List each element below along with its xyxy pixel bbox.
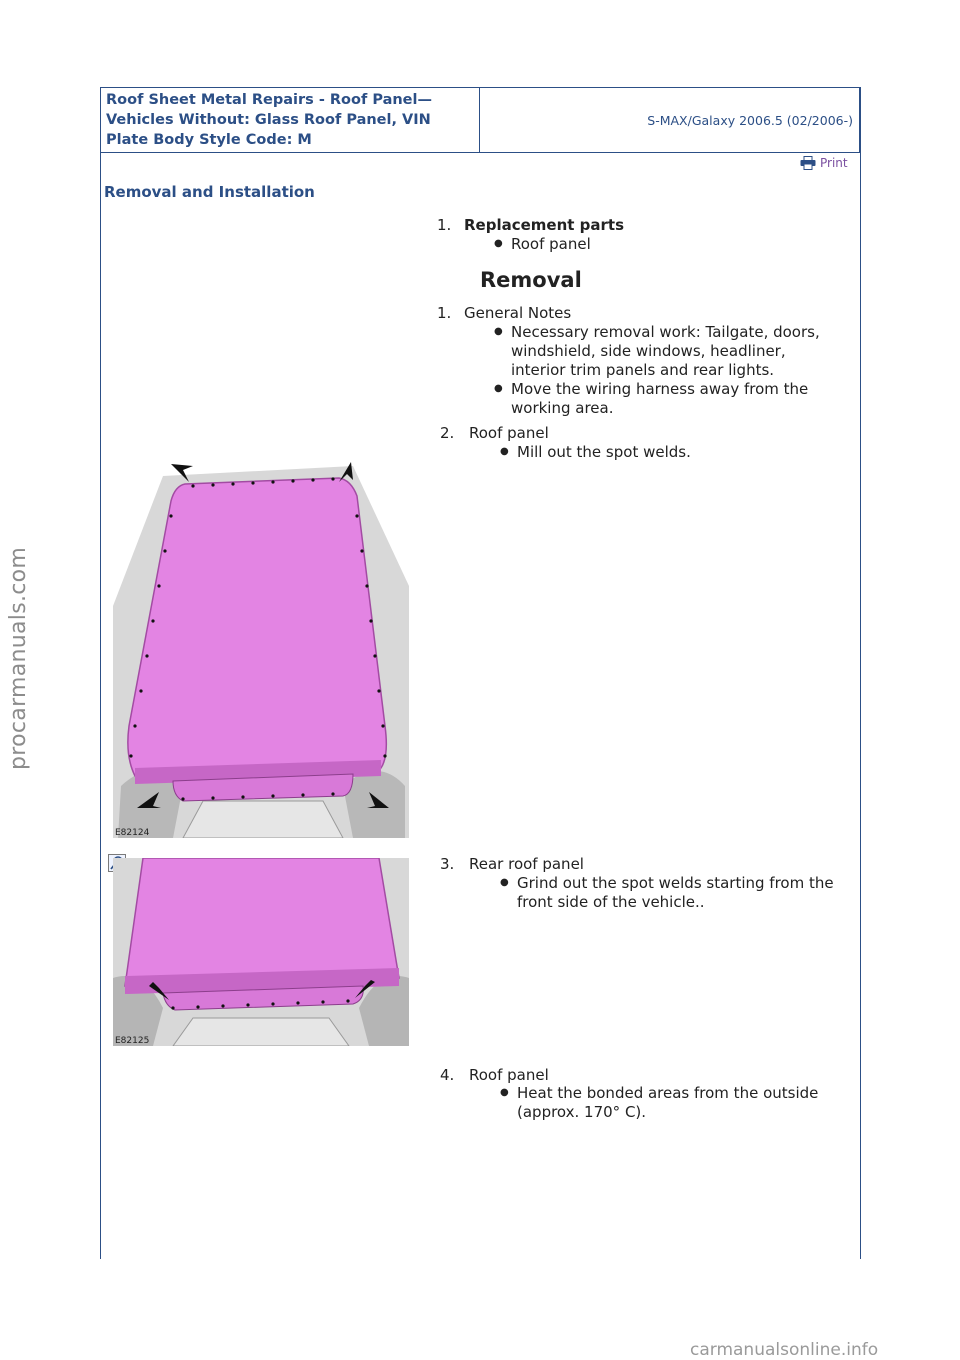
step-1-bullet-2: ● Move the wiring harness away from the: [511, 379, 808, 399]
step-1-bullet-1: ● Necessary removal work: Tailgate, doors,: [511, 322, 820, 342]
step-1-bullet-1-line-3: interior trim panels and rear lights.: [511, 361, 775, 379]
step-4-title: Roof panel: [469, 1066, 549, 1084]
step-3-number: 3.: [440, 855, 455, 873]
step-1-title: General Notes: [464, 304, 572, 322]
step-3-title: Rear roof panel: [469, 855, 584, 873]
print-label: Print: [820, 156, 848, 170]
title-line-1: Roof Sheet Metal Repairs - Roof Panel—: [106, 92, 432, 108]
step-4-number: 4.: [440, 1066, 455, 1084]
print-button[interactable]: [800, 156, 848, 170]
document-title: [101, 88, 480, 152]
step-2-bullet-1: ● Mill out the spot welds.: [517, 442, 691, 462]
replacement-item: ● Roof panel: [511, 234, 591, 254]
figure-1-label: E82124: [115, 828, 150, 838]
section-title: Removal and Installation: [104, 183, 315, 201]
step-3-bullet-1: ● Grind out the spot welds starting from the: [517, 873, 834, 893]
roof-panel-figure-1: [113, 456, 409, 838]
step-4-bullet-1: ● Heat the bonded areas from the outside: [517, 1083, 818, 1103]
step-1-bullet-2-line-2: working area.: [511, 399, 614, 417]
model-label: S-MAX/Galaxy 2006.5 (02/2006-): [647, 112, 853, 128]
replacement-heading: Replacement parts: [464, 216, 625, 234]
removal-heading: Removal: [480, 268, 582, 292]
title-line-2: Vehicles Without: Glass Roof Panel, VIN: [106, 112, 431, 128]
printer-icon: [800, 156, 816, 170]
step-2-title: Roof panel: [469, 424, 549, 442]
step-2-number: 2.: [440, 424, 455, 442]
replacement-number: 1.: [437, 216, 452, 234]
figure-2-label: E82125: [115, 1036, 150, 1046]
title-line-3: Plate Body Style Code: M: [106, 132, 312, 148]
bottom-watermark: carmanualsonline.info: [690, 1340, 879, 1360]
roof-panel-figure-2: [113, 858, 409, 1046]
step-1-number: 1.: [437, 304, 452, 322]
step-4-bullet-1-line-2: (approx. 170° C).: [517, 1103, 647, 1121]
step-3-bullet-1-line-2: front side of the vehicle..: [517, 893, 705, 911]
document-header: [100, 87, 860, 153]
side-watermark: procarmanuals.com: [6, 546, 31, 770]
step-1-bullet-1-line-2: windshield, side windows, headliner,: [511, 342, 786, 360]
